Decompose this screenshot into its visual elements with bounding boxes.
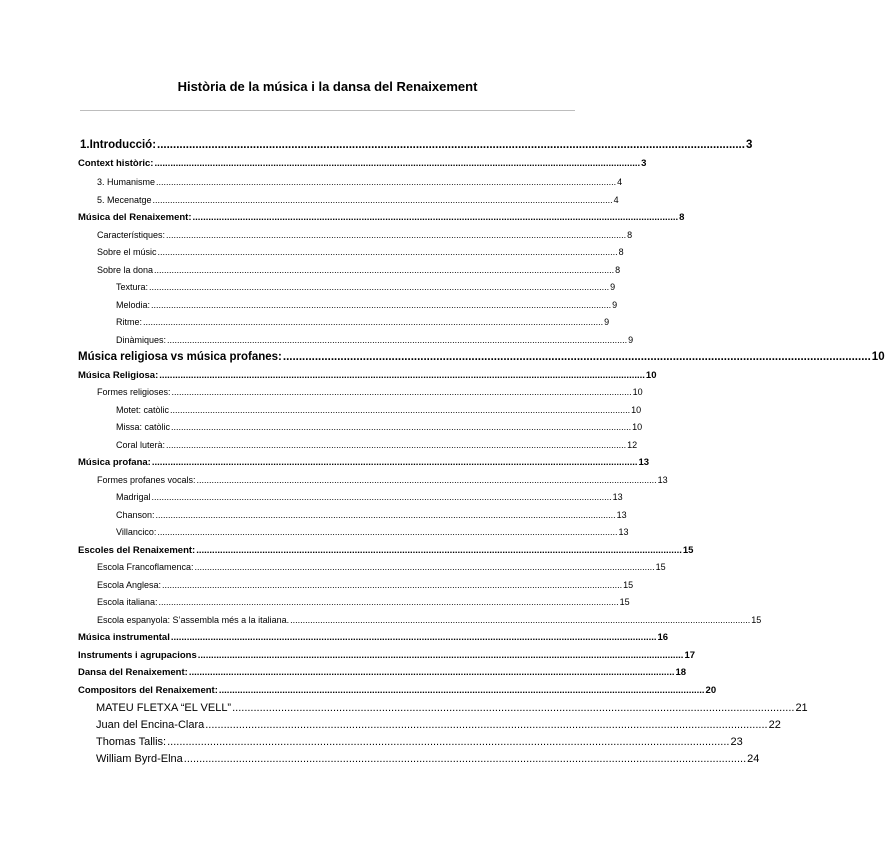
toc-leader: ........................................................................................................................................................................................ [143, 317, 604, 327]
toc-leader: ........................................................................................................................................................................................ [170, 405, 631, 415]
toc-entry[interactable] [78, 685, 717, 696]
toc-leader: ........................................................................................................................................................................................ [159, 370, 645, 381]
toc-entry-label: Música profana: [78, 457, 151, 468]
toc-entry-page: 24 [747, 753, 760, 765]
toc-entry[interactable] [97, 475, 668, 485]
toc-leader: ........................................................................................................................................................................................ [183, 753, 747, 765]
toc-leader: ........................................................................................................................................................................................ [157, 527, 618, 537]
toc-entry-page: 8 [679, 212, 685, 223]
toc-entry-label: Sobre la dona [97, 265, 154, 275]
toc-entry-page: 3 [745, 139, 753, 151]
toc-entry[interactable] [96, 719, 781, 731]
toc-leader: ........................................................................................................................................................................................ [218, 685, 705, 696]
toc-leader: ........................................................................................................................................................................................ [282, 351, 871, 363]
toc-entry-page: 20 [705, 685, 717, 696]
toc-leader: ........................................................................................................................................................................................ [171, 387, 632, 397]
toc-entry[interactable] [78, 158, 647, 169]
toc-entry-page: 15 [655, 562, 666, 572]
toc-leader: ........................................................................................................................................................................................ [154, 158, 641, 169]
toc-entry-label: Música religiosa vs música profanes: [78, 351, 282, 363]
toc-entry[interactable] [80, 139, 753, 151]
toc-entry[interactable] [97, 597, 630, 607]
toc-entry[interactable] [116, 510, 627, 520]
toc-entry-label: Textura: [116, 282, 149, 292]
toc-entry[interactable] [97, 265, 621, 275]
toc-entry-label: Música Religiosa: [78, 370, 159, 381]
toc-entry[interactable] [116, 492, 623, 502]
toc-entry-label: Missa: catòlic [116, 422, 171, 432]
toc-entry-page: 12 [627, 440, 638, 450]
toc-entry[interactable] [116, 282, 616, 292]
toc-entry-label: Escoles del Renaixement: [78, 545, 196, 556]
toc-entry[interactable] [78, 457, 650, 468]
toc-entry-label: Context històric: [78, 158, 154, 169]
toc-entry-page: 15 [682, 545, 694, 556]
toc-leader: ........................................................................................................................................................................................ [151, 492, 612, 502]
toc-entry-page: 21 [795, 702, 808, 714]
document-title: Història de la música i la dansa del Renaixement [177, 79, 478, 94]
toc-entry[interactable] [116, 527, 629, 537]
toc-entry-page: 4 [617, 177, 623, 187]
toc-leader: ........................................................................................................................................................................................ [154, 265, 615, 275]
toc-entry-label: Escola Francoflamenca: [97, 562, 194, 572]
toc-entry-label: Motet: catòlic [116, 405, 170, 415]
toc-leader: ........................................................................................................................................................................................ [151, 457, 638, 468]
toc-leader: ........................................................................................................................................................................................ [157, 139, 745, 151]
toc-entry-label: Thomas Tallis: [96, 736, 167, 748]
toc-entry-page: 13 [657, 475, 668, 485]
toc-entry-label: 5. Mecenatge [97, 195, 152, 205]
toc-leader: ........................................................................................................................................................................................ [232, 702, 795, 714]
toc-entry-page: 8 [627, 230, 633, 240]
toc-entry[interactable] [78, 370, 657, 381]
toc-entry-page: 15 [619, 597, 630, 607]
toc-entry-page: 18 [675, 667, 687, 678]
toc-entry-label: Característiques: [97, 230, 166, 240]
toc-leader: ........................................................................................................................................................................................ [196, 545, 682, 556]
toc-entry-label: Dansa del Renaixement: [78, 667, 188, 678]
toc-leader: ........................................................................................................................................................................................ [205, 719, 768, 731]
toc-leader: ........................................................................................................................................................................................ [197, 650, 684, 661]
toc-entry[interactable] [96, 736, 743, 748]
toc-entry-label: Música instrumental [78, 632, 170, 643]
toc-entry-label: Escola italiana: [97, 597, 158, 607]
toc-leader: ........................................................................................................................................................................................ [194, 562, 655, 572]
toc-entry-label: Compositors del Renaixement: [78, 685, 218, 696]
toc-leader: ........................................................................................................................................................................................ [290, 615, 751, 625]
toc-entry-label: Formes religioses: [97, 387, 171, 397]
toc-entry[interactable] [97, 580, 634, 590]
toc-entry-page: 10 [632, 387, 643, 397]
toc-entry[interactable] [116, 422, 643, 432]
toc-entry-page: 8 [618, 247, 624, 257]
toc-entry-page: 4 [613, 195, 619, 205]
toc-entry-label: Villancico: [116, 527, 157, 537]
toc-entry-page: 16 [657, 632, 669, 643]
toc-entry-page: 9 [612, 300, 618, 310]
toc-leader: ........................................................................................................................................................................................ [166, 440, 627, 450]
toc-entry-page: 10 [645, 370, 657, 381]
toc-entry[interactable] [116, 300, 618, 310]
toc-entry-page: 13 [612, 492, 623, 502]
toc-entry-label: Dinàmiques: [116, 335, 167, 345]
toc-entry-label: Sobre el músic [97, 247, 157, 257]
toc-entry-page: 17 [684, 650, 696, 661]
toc-leader: ........................................................................................................................................................................................ [151, 300, 612, 310]
toc-leader: ........................................................................................................................................................................................ [188, 667, 675, 678]
toc-entry-label: Escola Anglesa: [97, 580, 162, 590]
toc-entry-page: 3 [641, 158, 647, 169]
toc-entry[interactable] [97, 615, 762, 625]
toc-entry-page: 13 [618, 527, 629, 537]
toc-entry-page: 10 [632, 422, 643, 432]
toc-entry-label: Melodia: [116, 300, 151, 310]
toc-leader: ........................................................................................................................................................................................ [158, 597, 619, 607]
toc-entry-label: Escola espanyola: S’assembla més a la italiana. [97, 615, 290, 625]
toc-entry[interactable] [97, 195, 619, 205]
toc-entry-label: William Byrd-Elna [96, 753, 183, 765]
toc-entry-page: 9 [628, 335, 634, 345]
toc-leader: ........................................................................................................................................................................................ [149, 282, 610, 292]
toc-leader: ........................................................................................................................................................................................ [152, 195, 613, 205]
toc-entry-page: 9 [604, 317, 610, 327]
toc-entry[interactable] [97, 230, 633, 240]
toc-entry-label: Instruments i agrupacions [78, 650, 197, 661]
toc-entry[interactable] [97, 247, 624, 257]
toc-leader: ........................................................................................................................................................................................ [156, 177, 617, 187]
toc-entry-label: Música del Renaixement: [78, 212, 192, 223]
toc-entry-label: Juan del Encina-Clara [96, 719, 205, 731]
toc-entry-label: 3. Humanisme [97, 177, 156, 187]
toc-entry-label: Formes profanes vocals: [97, 475, 196, 485]
toc-entry-label: Ritme: [116, 317, 143, 327]
toc-entry[interactable] [96, 702, 808, 714]
toc-entry[interactable] [78, 632, 669, 643]
toc-entry-page: 23 [730, 736, 743, 748]
toc-entry[interactable] [78, 650, 696, 661]
toc-entry-page: 9 [610, 282, 616, 292]
toc-entry[interactable] [78, 351, 885, 363]
toc-entry-page: 10 [631, 405, 642, 415]
toc-entry[interactable] [116, 440, 638, 450]
toc-entry-label: 1.Introducció: [80, 139, 157, 151]
toc-entry-label: Madrigal [116, 492, 151, 502]
toc-leader: ........................................................................................................................................................................................ [167, 736, 730, 748]
toc-entry-page: 13 [638, 457, 650, 468]
toc-leader: ........................................................................................................................................................................................ [155, 510, 616, 520]
toc-entry-label: MATEU FLETXA “EL VELL” [96, 702, 232, 714]
toc-leader: ........................................................................................................................................................................................ [167, 335, 628, 345]
toc-entry-page: 10 [871, 351, 885, 363]
toc-entry-page: 22 [768, 719, 781, 731]
toc-entry[interactable] [97, 177, 623, 187]
toc-leader: ........................................................................................................................................................................................ [192, 212, 679, 223]
toc-leader: ........................................................................................................................................................................................ [157, 247, 618, 257]
toc-entry[interactable] [97, 387, 643, 397]
toc-entry[interactable] [78, 545, 694, 556]
toc-entry[interactable] [78, 667, 687, 678]
toc-leader: ........................................................................................................................................................................................ [196, 475, 657, 485]
toc-entry-page: 15 [751, 615, 762, 625]
toc-entry[interactable] [97, 562, 666, 572]
toc-entry[interactable] [116, 317, 610, 327]
toc-leader: ........................................................................................................................................................................................ [166, 230, 627, 240]
toc-entry-page: 8 [615, 265, 621, 275]
toc-leader: ........................................................................................................................................................................................ [170, 632, 657, 643]
toc-entry-page: 13 [616, 510, 627, 520]
toc-entry[interactable] [116, 405, 642, 415]
toc-leader: ........................................................................................................................................................................................ [171, 422, 632, 432]
toc-entry[interactable] [116, 335, 634, 345]
toc-entry-label: Coral luterà: [116, 440, 166, 450]
toc-leader: ........................................................................................................................................................................................ [162, 580, 623, 590]
toc-entry-label: Chanson: [116, 510, 155, 520]
toc-entry-page: 15 [623, 580, 634, 590]
toc-entry[interactable] [96, 753, 760, 765]
toc-entry[interactable] [78, 212, 685, 223]
